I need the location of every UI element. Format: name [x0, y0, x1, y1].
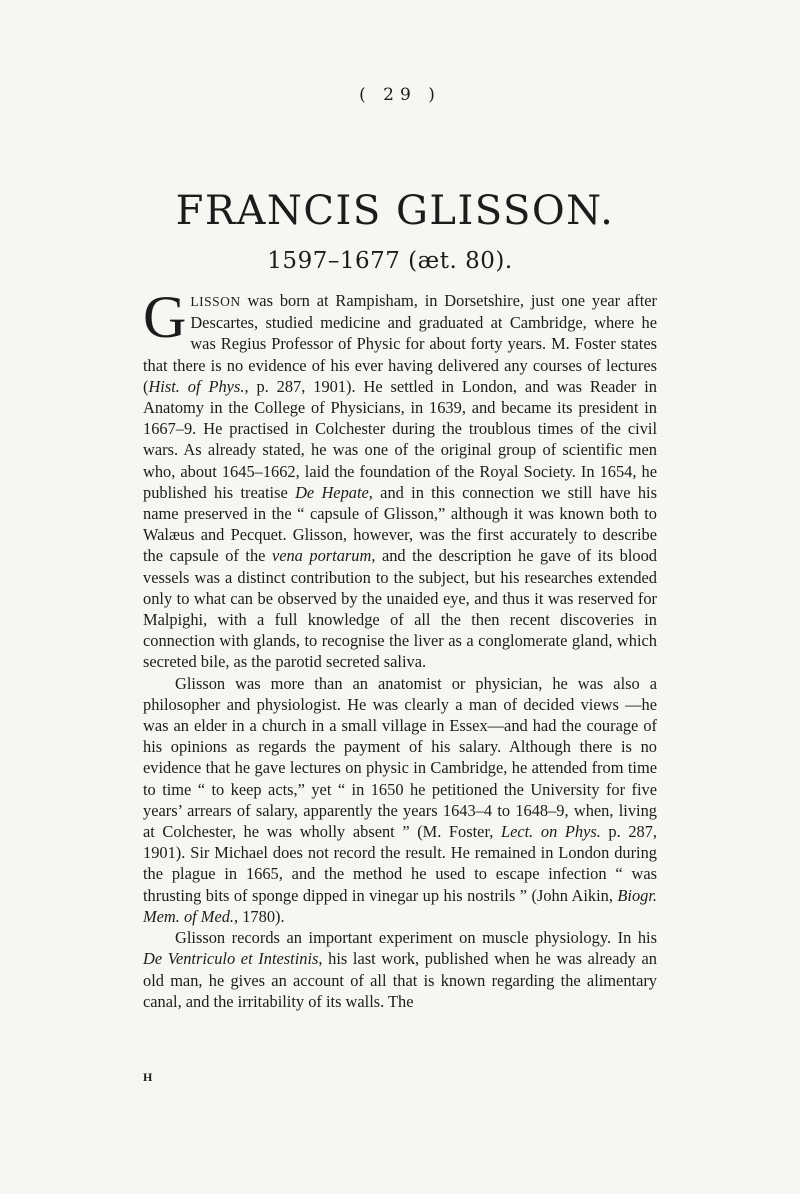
page-number: ( 29 ) — [359, 85, 441, 105]
body-text — [143, 284, 658, 1012]
treatise-de-hepate: De Hepate — [295, 482, 369, 502]
paragraph-1-text-4: , and the description he gave of its blood vessels was a distinct contribution to the subject, but his researches extended only to what can be observed by the unaided eye, and thus it was reserved for Malpighi, with a full knowledge of all the then recent discoveries in connection with glands, to recognise the liver as a conglomerate gland, which secreted bile, as the parotid secreted saliva. — [143, 546, 657, 672]
paragraph-1-text-2: , p. 287, 1901). He settled in London, and was Reader in Anatomy in the College of Physicians, in 1639, and became its president in 1667–9. He practised in Colchester during the troublous times of the civil wars. As already stated, he was one of the original group of scientific men who, about 1645–1662, laid the foundation of the Royal Society. In 1654, he published his treatise — [143, 376, 657, 502]
paragraph-3 — [143, 927, 657, 1012]
drop-cap: G — [143, 284, 187, 350]
citation-hist-phys: Hist. of Phys. — [148, 376, 245, 396]
chapter-dates: 1597–1677 (æt. 80). — [267, 248, 513, 274]
paragraph-3-text-2: , his last work, published when he was already an old man, he gives an account of all that is known regarding the alimentary canal, and the irritability of its walls. The — [143, 949, 657, 1011]
paragraph-2 — [143, 673, 657, 927]
signature-mark: H — [143, 1070, 153, 1084]
citation-biogr-mem: Biogr. Mem. of Med. — [143, 885, 657, 926]
paragraph-1-text-3: , and in this connection we still have his name preserved in the “ capsule of Glisson,” although it was known both to Walæus and Pecquet. Glisson, however, was the first accurately to describe the capsule of the — [143, 482, 657, 566]
chapter-title: FRANCIS GLISSON. — [175, 188, 615, 234]
citation-lect-phys: Lect. on Phys. — [500, 822, 601, 842]
paragraph-1-text-1: was born at Rampisham, in Dorsetshire, just one year after Descartes, studied medicine and graduated at Cambridge, where he was Regius Professor of Physic for about forty years. M. Foster states that there is no evidence of his ever having delivered any courses of lectures ( — [143, 291, 657, 396]
treatise-de-ventriculo: De Ventriculo et Intestinis — [143, 949, 319, 969]
smallcaps-name: LISSON — [190, 294, 241, 309]
paragraph-2-text-1: Glisson was more than an anatomist or physician, he was also a philosopher and physiologist. He was clearly a man of decided views —he was an elder in a church in a small village in Essex—and had the courage of his opinions as regards the payment of his salary. Although there is no evidence that he gave lectures on physic in Cambridge, he attended from time to time “ to keep acts,” yet “ in 1650 he petitioned the University for five years’ arrears of salary, apparently the years 1643–4 to 1648–9, when, living at Colchester, he was wholly absent ” (M. Foster, — [143, 673, 657, 842]
paragraph-3-text-1: Glisson records an important experiment on muscle physiology. In his — [175, 928, 657, 948]
paragraph-2-text-3: , 1780). — [234, 906, 285, 926]
paragraph-1 — [143, 284, 657, 673]
paragraph-2-text-2: p. 287, 1901). Sir Michael does not record the result. He remained in London during the plague in 1665, and the method he used to escape infection “ was thrusting bits of sponge dipped in vinegar up his nostrils ” (John Aikin, — [143, 822, 658, 905]
term-vena-portarum: vena portarum — [271, 546, 372, 566]
